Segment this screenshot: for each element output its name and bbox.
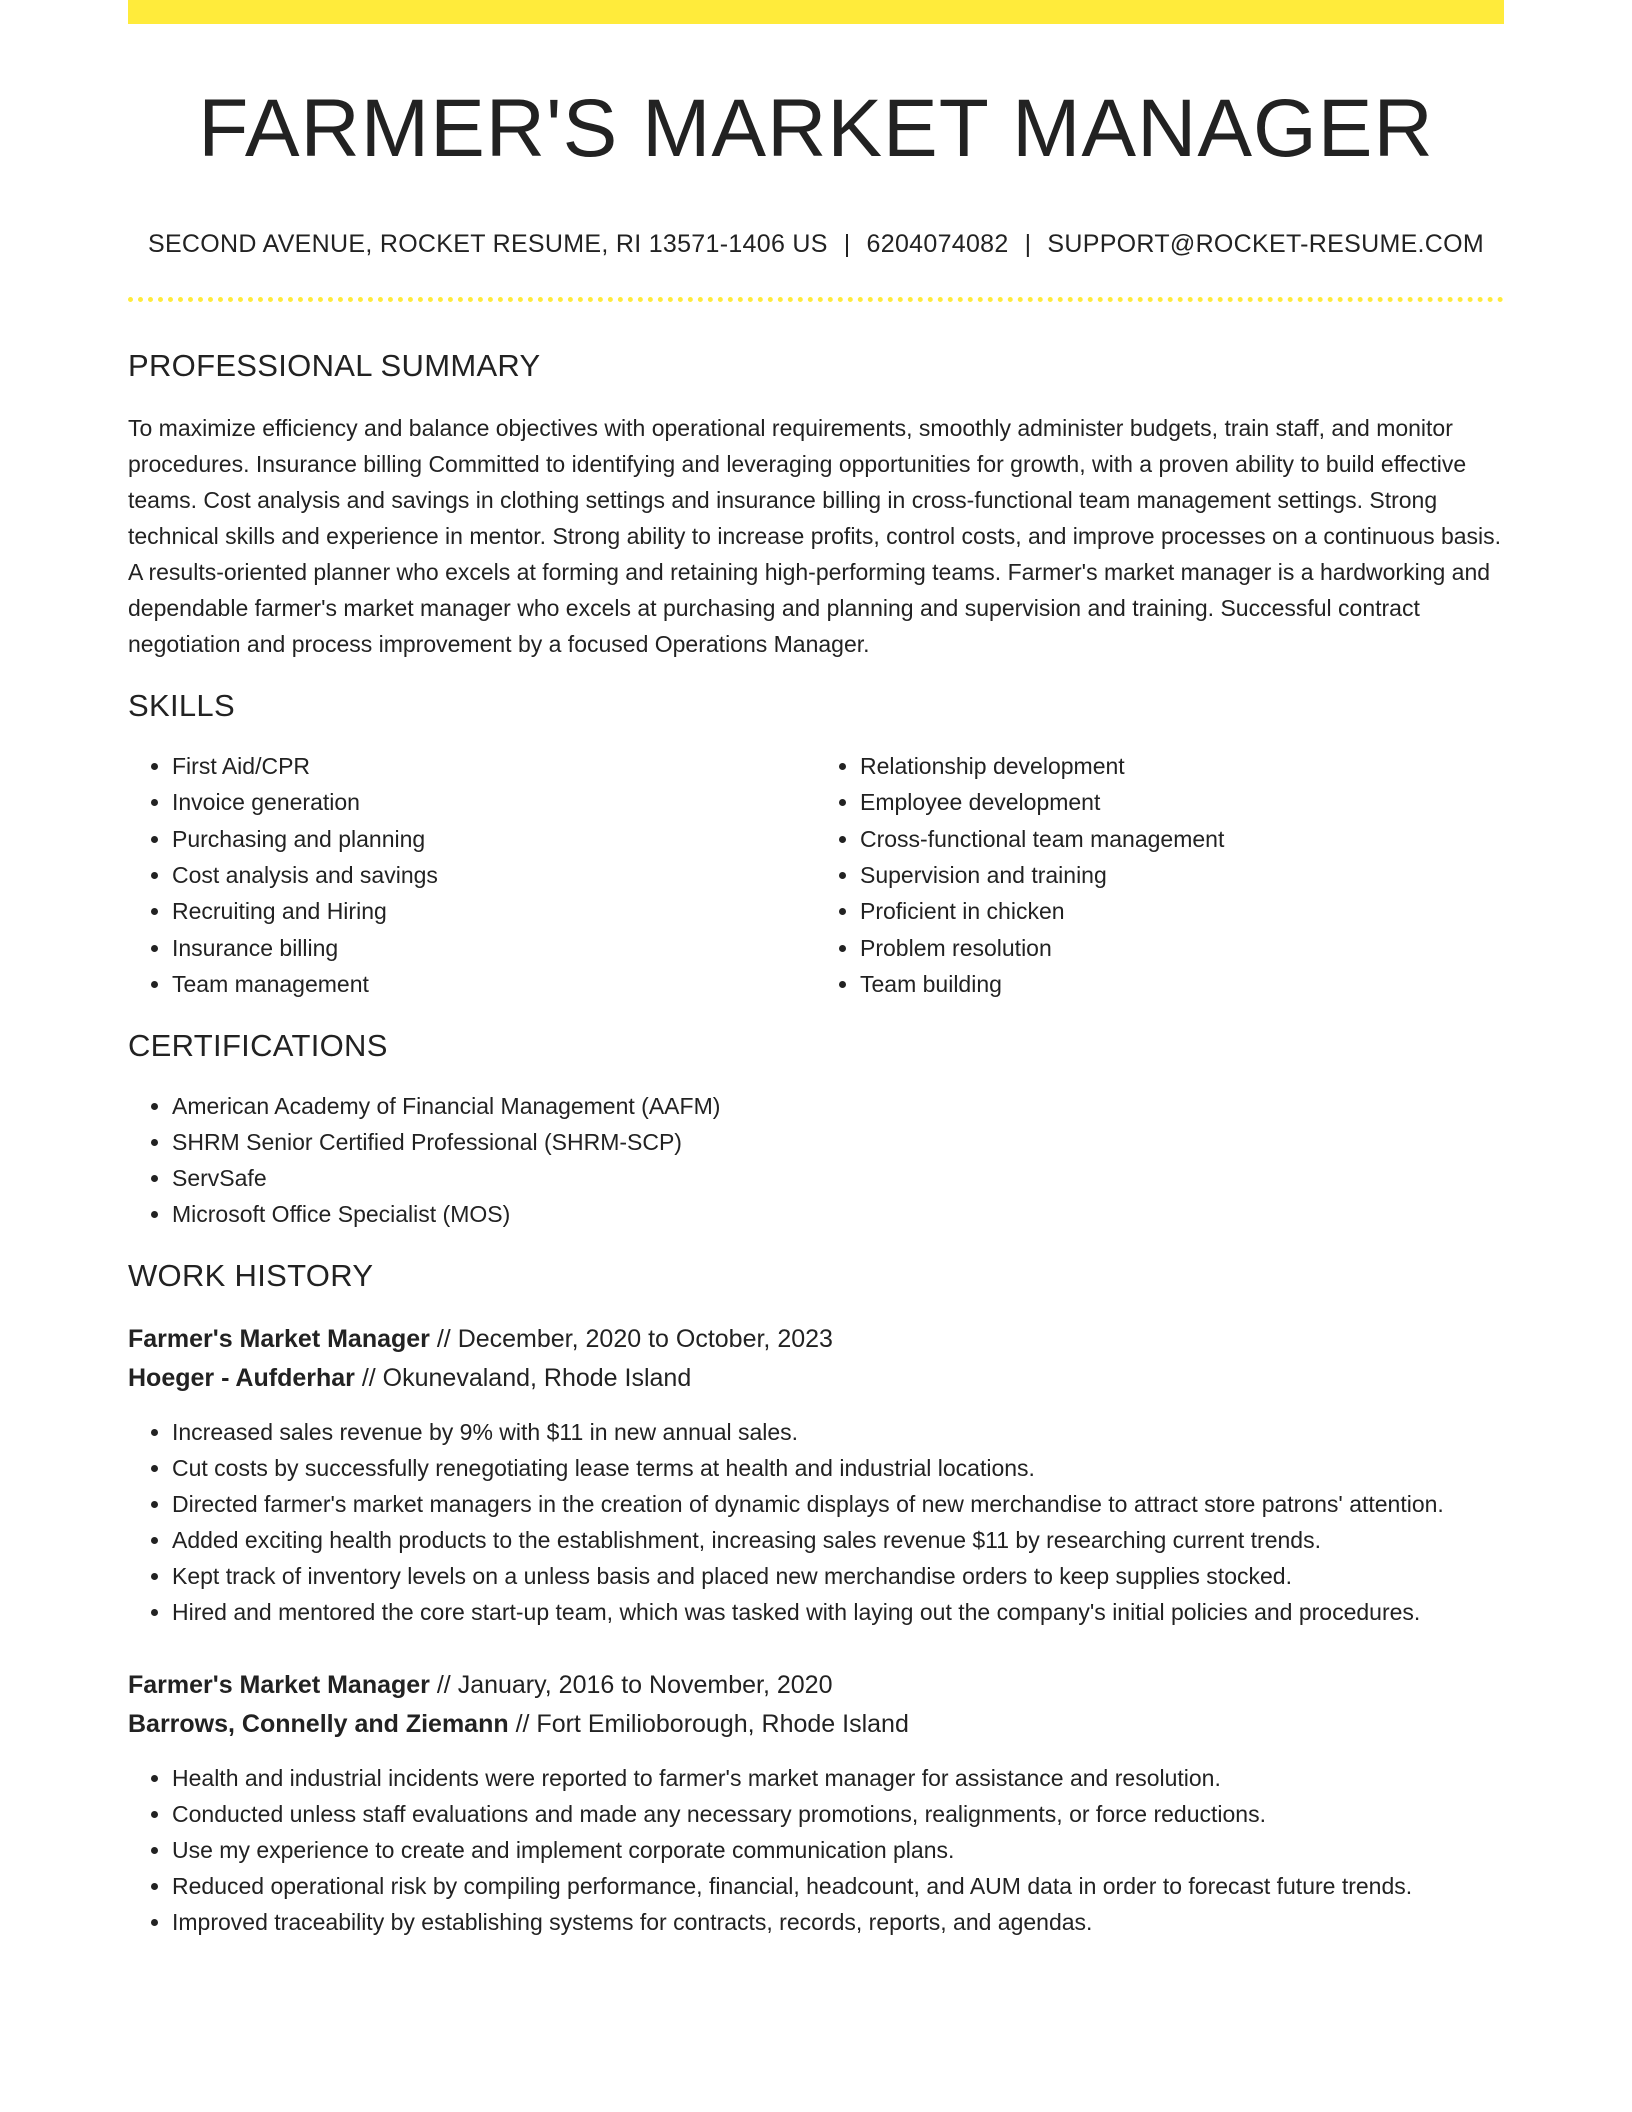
job-dates: // January, 2016 to November, 2020 [429,1671,833,1700]
job-bullet: • Hired and mentored the core start-up team, which was tasked with laying out the company's initial policies and procedures. [172,1594,1504,1630]
certifications-list [128,1088,1504,1232]
job-bullet: • Added exciting health products to the establishment, increasing sales revenue $11 by researching current trends. [172,1522,1504,1558]
summary-heading: PROFESSIONAL SUMMARY [128,348,541,384]
job-bullets [128,1760,1504,1940]
skills-right-list [816,748,1504,1002]
certification-item: • Microsoft Office Specialist (MOS) [172,1196,1504,1232]
skill-item: • Cost analysis and savings [172,857,816,893]
job-bullet: • Conducted unless staff evaluations and made any necessary promotions, realignments, or force reductions. [172,1796,1504,1832]
job-bullet: • Directed farmer's market managers in the creation of dynamic displays of new merchandise to attract store patrons' attention. [172,1486,1504,1522]
skill-item: • Invoice generation [172,784,816,820]
skill-item: • Supervision and training [860,857,1504,893]
skill-item: • Employee development [860,784,1504,820]
job-company: Barrows, Connelly and Ziemann [128,1710,509,1739]
resume-page [128,0,1504,1940]
certification-item: • ServSafe [172,1160,1504,1196]
job-title: Farmer's Market Manager [128,1325,430,1354]
job-location: // Fort Emilioborough, Rhode Island [508,1710,909,1739]
job-company-line [128,1359,1504,1398]
job-title-line [128,1320,1504,1359]
job-company-line [128,1705,1504,1744]
contact-line [128,230,1504,259]
job-bullet: • Improved traceability by establishing systems for contracts, records, reports, and agendas. [172,1904,1504,1940]
job-bullet: • Reduced operational risk by compiling performance, financial, headcount, and AUM data in order to forecast future trends. [172,1868,1504,1904]
accent-bar [128,0,1504,24]
job-entry [128,1320,1504,1630]
job-dates: // December, 2020 to October, 2023 [429,1325,833,1354]
certifications-heading: CERTIFICATIONS [128,1028,388,1064]
skill-item: • Recruiting and Hiring [172,893,816,929]
skill-item: • Team management [172,966,816,1002]
skills-left-list [128,748,816,1002]
contact-separator: | [843,230,851,259]
job-bullet: • Kept track of inventory levels on a unless basis and placed new merchandise orders to keep supplies stocked. [172,1558,1504,1594]
job-title: Farmer's Market Manager [128,1671,430,1700]
skill-item: • Team building [860,966,1504,1002]
job-title-line [128,1666,1504,1705]
skill-item: • Purchasing and planning [172,821,816,857]
job-bullet: • Use my experience to create and implement corporate communication plans. [172,1832,1504,1868]
resume-title: FARMER'S MARKET MANAGER [198,83,1434,174]
skill-item: • Insurance billing [172,930,816,966]
skill-item: • Proficient in chicken [860,893,1504,929]
contact-address: SECOND AVENUE, ROCKET RESUME, RI 13571-1406 US [147,230,828,259]
job-company: Hoeger - Aufderhar [128,1364,355,1393]
dotted-divider [128,297,1504,302]
job-bullets [128,1414,1504,1630]
certification-item: • American Academy of Financial Management (AAFM) [172,1088,1504,1124]
skill-item: • Problem resolution [860,930,1504,966]
skills-columns [128,748,1504,1002]
certification-item: • SHRM Senior Certified Professional (SHRM-SCP) [172,1124,1504,1160]
contact-email: SUPPORT@ROCKET-RESUME.COM [1047,230,1485,259]
contact-phone: 6204074082 [866,230,1009,259]
skills-heading: SKILLS [128,688,235,724]
skill-item: • Relationship development [860,748,1504,784]
summary-text: To maximize efficiency and balance objectives with operational requirements, smoothly administer budgets, train staff, and monitor procedures. Insurance billing Committed to identifying and leveraging opportunities for growth, with a proven ability to build effective teams. Cost analysis and savings in clothing settings and insurance billing in cross-functional team management settings. Strong technical skills and experience in mentor. Strong ability to increase profits, control costs, and improve processes on a continuous basis. A results-oriented planner who excels at forming and retaining high-performing teams. Farmer's market manager is a hardworking and dependable farmer's market manager who excels at purchasing and planning and supervision and training. Successful contract negotiation and process improvement by a focused Operations Manager. [128,415,1502,658]
contact-separator: | [1024,230,1032,259]
work-history-heading: WORK HISTORY [128,1258,374,1294]
job-location: // Okunevaland, Rhode Island [354,1364,692,1393]
job-bullet: • Health and industrial incidents were reported to farmer's market manager for assistance and resolution. [172,1760,1504,1796]
job-bullet: • Cut costs by successfully renegotiating lease terms at health and industrial locations. [172,1450,1504,1486]
job-entry [128,1666,1504,1940]
skill-item: • First Aid/CPR [172,748,816,784]
skill-item: • Cross-functional team management [860,821,1504,857]
job-bullet: • Increased sales revenue by 9% with $11 in new annual sales. [172,1414,1504,1450]
